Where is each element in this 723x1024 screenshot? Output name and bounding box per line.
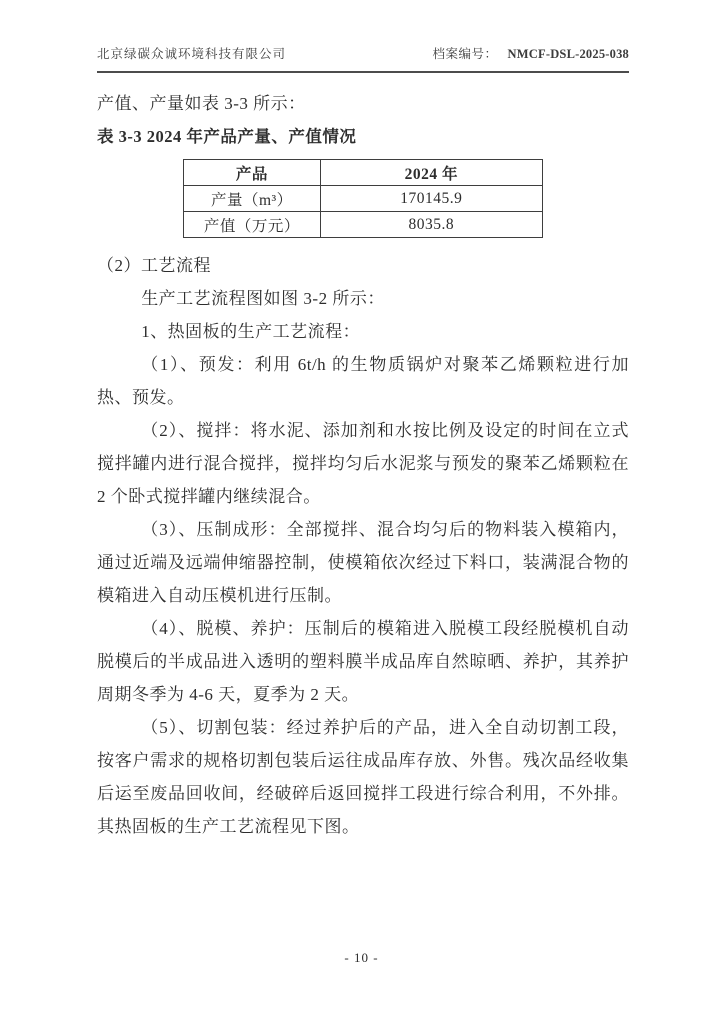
archive-number: NMCF-DSL-2025-038 [507,47,629,61]
page-header [97,44,629,73]
table-cell-value: 8035.8 [320,212,542,238]
page-content [97,44,629,843]
paragraph-step-1: （1）、预发：利用 6t/h 的生物质锅炉对聚苯乙烯颗粒进行加热、预发。 [97,355,629,407]
production-table [183,159,543,238]
table-header-row [184,160,543,186]
intro-paragraph: 产值、产量如表 3-3 所示： [97,94,306,113]
paragraph-step-2: （2）、搅拌：将水泥、添加剂和水按比例及设定的时间在立式搅拌罐内进行混合搅拌，搅拌均匀后水泥浆与预发的聚苯乙烯颗粒在 2 个卧式搅拌罐内继续混合。 [97,421,629,506]
table-header-product: 产品 [184,160,321,186]
table-cell-value: 170145.9 [320,186,542,212]
section-heading: （2）工艺流程 [97,256,211,275]
table-caption: 表 3-3 2024 年产品产量、产值情况 [97,127,357,146]
paragraph-step-4: （4）、脱模、养护：压制后的模箱进入脱模工段经脱模机自动脱模后的半成品进入透明的塑料膜半成品库自然晾晒、养护，其养护周期冬季为 4-6 天，夏季为 2 天。 [97,619,629,704]
table-row [184,212,543,238]
table-header-year: 2024 年 [320,160,542,186]
flow-intro: 生产工艺流程图如图 3-2 所示： [141,289,385,308]
table-cell-label: 产量（m³） [184,186,321,212]
page-body [97,73,629,843]
list-heading: 1、热固板的生产工艺流程： [141,322,361,341]
paragraph-step-3: （3）、压制成形：全部搅拌、混合均匀后的物料装入模箱内，通过近端及远端伸缩器控制，使模箱依次经过下料口，装满混合物的模箱进入自动压模机进行压制。 [97,520,629,605]
archive-number-block [433,44,629,62]
paragraph-step-5: （5）、切割包装：经过养护后的产品，进入全自动切割工段，按客户需求的规格切割包装后运往成品库存放、外售。残次品经收集后运至废品回收间，经破碎后返回搅拌工段进行综合利用，不外排。其热固板的生产工艺流程见下图。 [97,718,629,836]
page-number: - 10 - [344,950,379,965]
company-name: 北京绿碳众诚环境科技有限公司 [97,47,287,61]
archive-label: 档案编号： [432,47,498,61]
table-row [184,186,543,212]
table-cell-label: 产值（万元） [184,212,321,238]
